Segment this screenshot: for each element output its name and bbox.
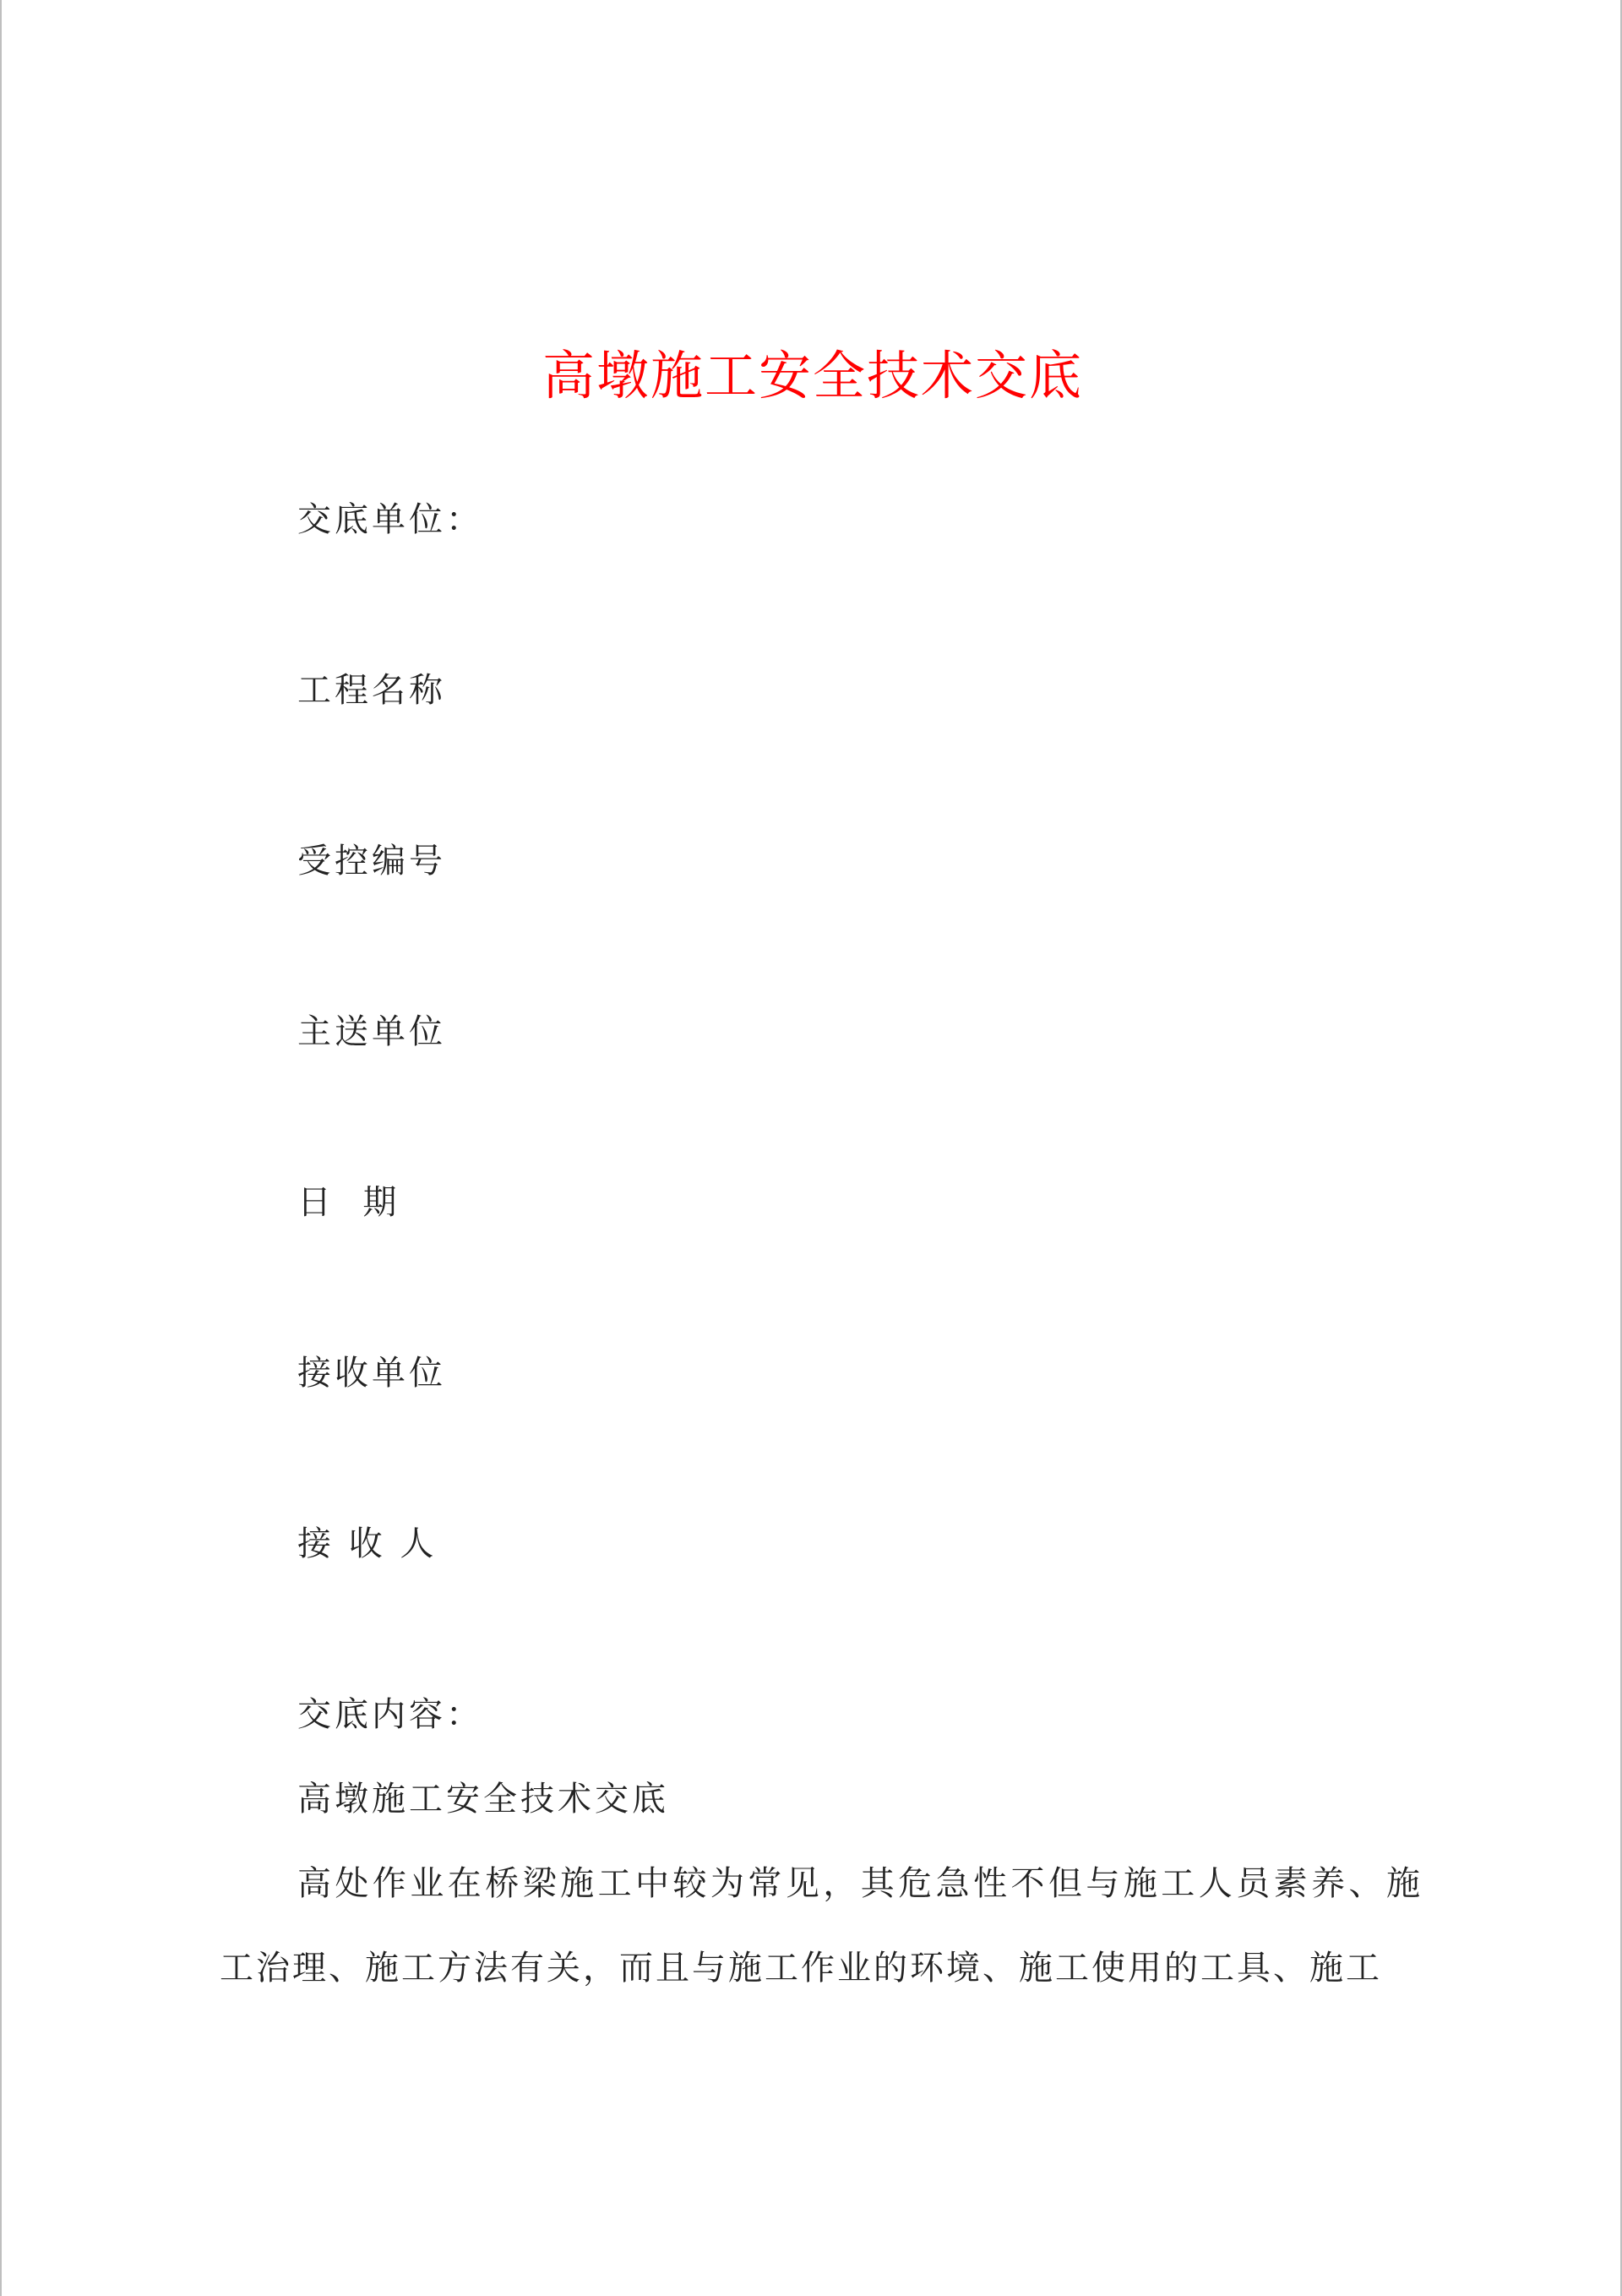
field-date: 日 期	[297, 1183, 400, 1222]
document-title: 高墩施工安全技术交底	[542, 345, 1083, 406]
content-paragraph: 高处作业在桥梁施工中较为常见，其危急性不但与施工人员素养、施工治理、施工方法有关，而且与施工作业的环境、施工使用的工具、施工	[220, 1864, 1423, 1988]
field-content-heading: 交底内容：	[297, 1695, 483, 1734]
content-subtitle: 高墩施工安全技术交底	[297, 1780, 669, 1819]
field-project-name: 工程名称	[297, 671, 446, 710]
field-receiver: 接 收 人	[297, 1524, 438, 1563]
field-issuing-unit: 交底单位：	[297, 500, 483, 539]
field-recipient-unit: 主送单位	[297, 1012, 446, 1051]
field-receiving-unit: 接收单位	[297, 1354, 446, 1393]
field-control-number: 受控编号	[297, 842, 446, 881]
